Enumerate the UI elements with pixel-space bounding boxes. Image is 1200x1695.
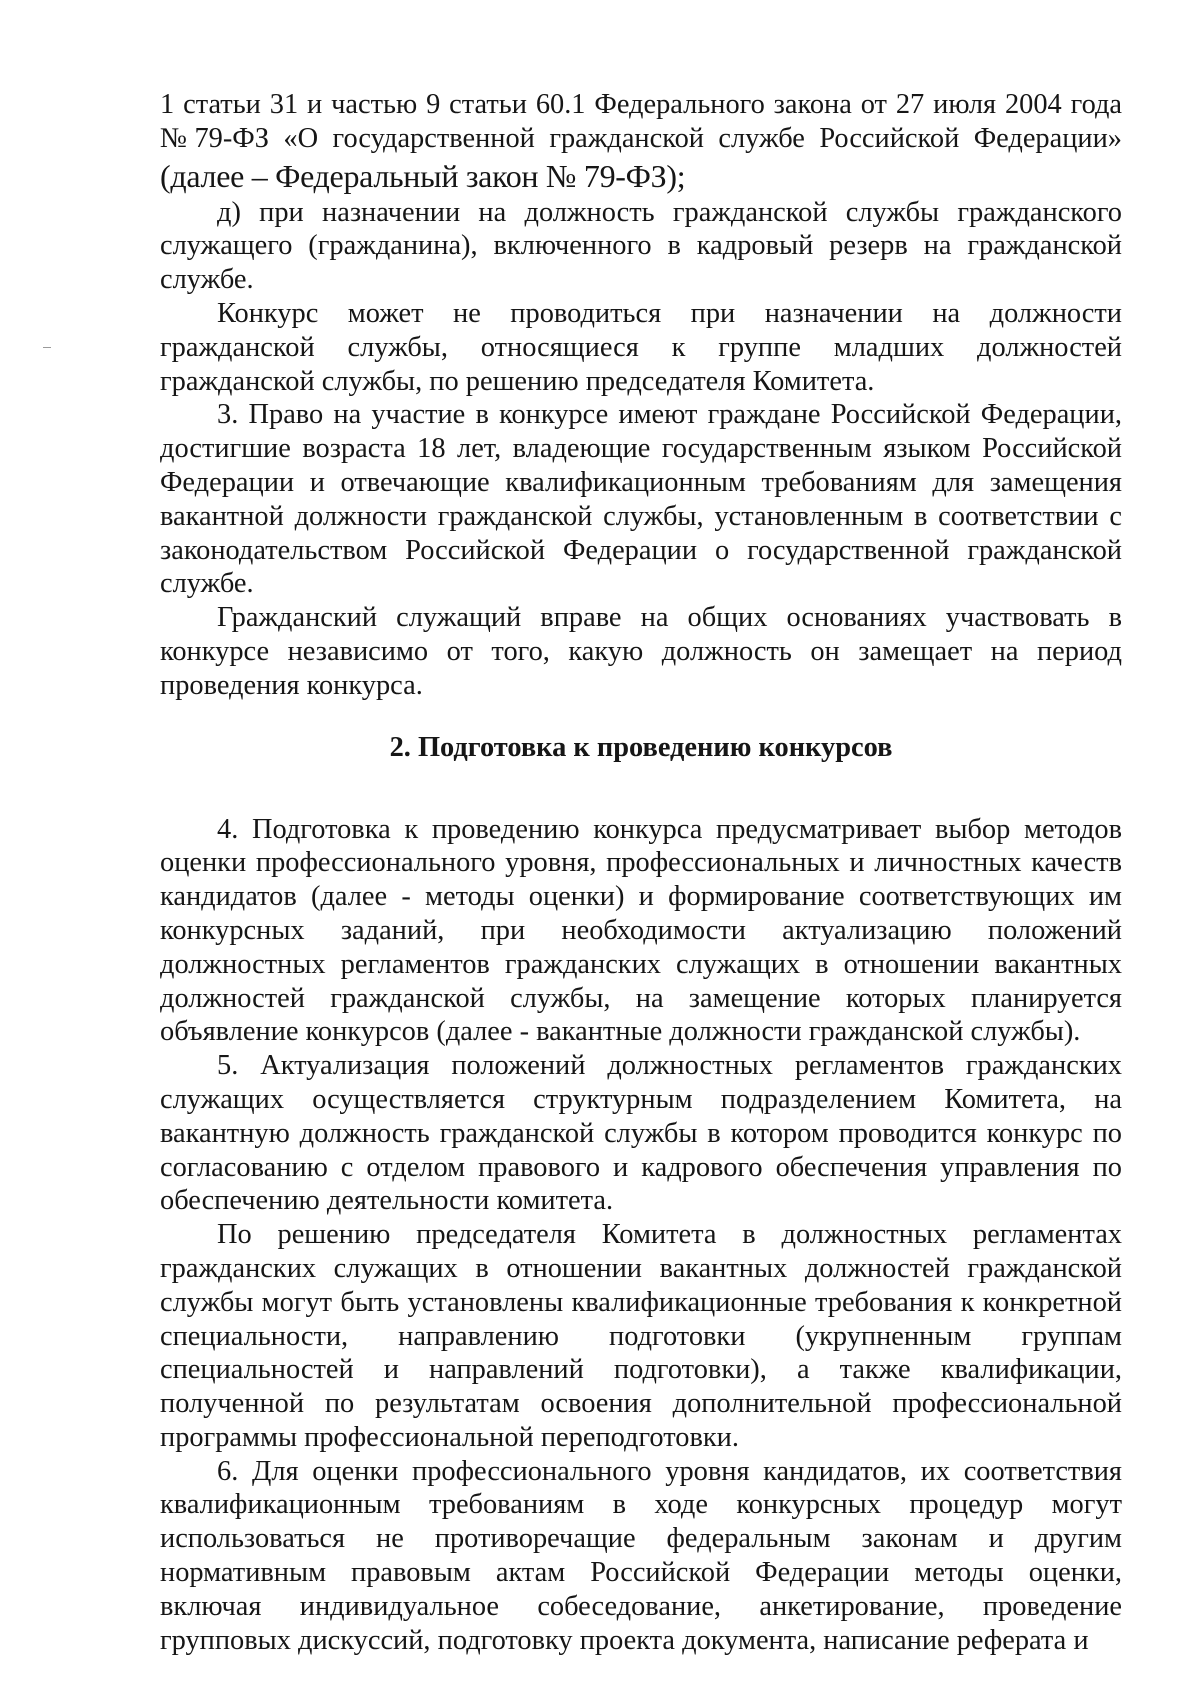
paragraph-4: 4. Подготовка к проведению конкурса предусматривает выбор методов оценки профессионального уровня, профессиональных и личностных качеств кандидатов (далее - методы оценки) и формирование соответствующих им конкурсных заданий, при необходимости актуализацию положений должностных регламентов гражданских служащих в отношении вакантных должностей гражданской службы, на замещение которых планируется объявление конкурсов (далее - вакантные должности гражданской службы). <box>160 813 1122 1048</box>
scan-edge-mark <box>43 347 51 348</box>
intro-paragraph <box>160 88 1122 196</box>
document-page <box>160 88 1122 1657</box>
paragraph-3: 3. Право на участие в конкурсе имеют граждане Российской Федерации, достигшие возраста 18 лет, владеющие государственным языком Российской Федерации и отвечающие квалификационным требованиям для замещения вакантной должности гражданской службы, установленным в соответствии с законодательством Российской Федерации о государственной гражданской службе. <box>160 399 1122 600</box>
paragraph-3-civil-servant: Гражданский служащий вправе на общих основаниях участвовать в конкурсе независимо от того, какую должность он замещает на период проведения конкурса. <box>160 602 1122 701</box>
paragraph-5: 5. Актуализация положений должностных регламентов гражданских служащих осуществляется структурным подразделением Комитета, на вакантную должность гражданской службы в котором проводится конкурс по согласованию с отделом правового и кадрового обеспечения управления по обеспечению деятельности комитета. <box>160 1050 1122 1217</box>
paragraph-contest-optional: Конкурс может не проводиться при назначении на должности гражданской службы, относящиеся к группе младших должностей гражданской службы, по решению председателя Комитета. <box>160 297 1122 397</box>
paragraph-6: 6. Для оценки профессионального уровня кандидатов, их соответствия квалификационным требованиям в ходе конкурсных процедур могут использоваться не противоречащие федеральным законам и другим нормативным правовым актам Российской Федерации методы оценки, включая индивидуальное собеседование, анкетирование, проведение групповых дискуссий, подготовку проекта документа, написание реферата и <box>160 1455 1122 1656</box>
paragraph-5-decision: По решению председателя Комитета в должностных регламентах гражданских служащих в отношении вакантных должностей гражданской службы могут быть установлены квалификационные требования к конкретной специальности, направлению подготовки (укрупненным группам специальностей и направлений подготовки), а также квалификации, полученной по результатам освоения дополнительной профессиональной программы профессиональной переподготовки. <box>160 1219 1122 1453</box>
intro-tail: (далее – Федеральный закон № 79-ФЗ); <box>160 157 686 194</box>
section-2-heading: 2. Подготовка к проведению конкурсов <box>389 731 893 763</box>
intro-line: 1 статьи 31 и частью 9 статьи 60.1 Федерального закона от 27 июля 2004 года №79-ФЗ «О государственной гражданской службе Российской Федерации» <box>160 89 1122 154</box>
paragraph-d: д) при назначении на должность гражданской службы гражданского служащего (гражданина), включенного в кадровый резерв на гражданской службе. <box>160 196 1122 296</box>
